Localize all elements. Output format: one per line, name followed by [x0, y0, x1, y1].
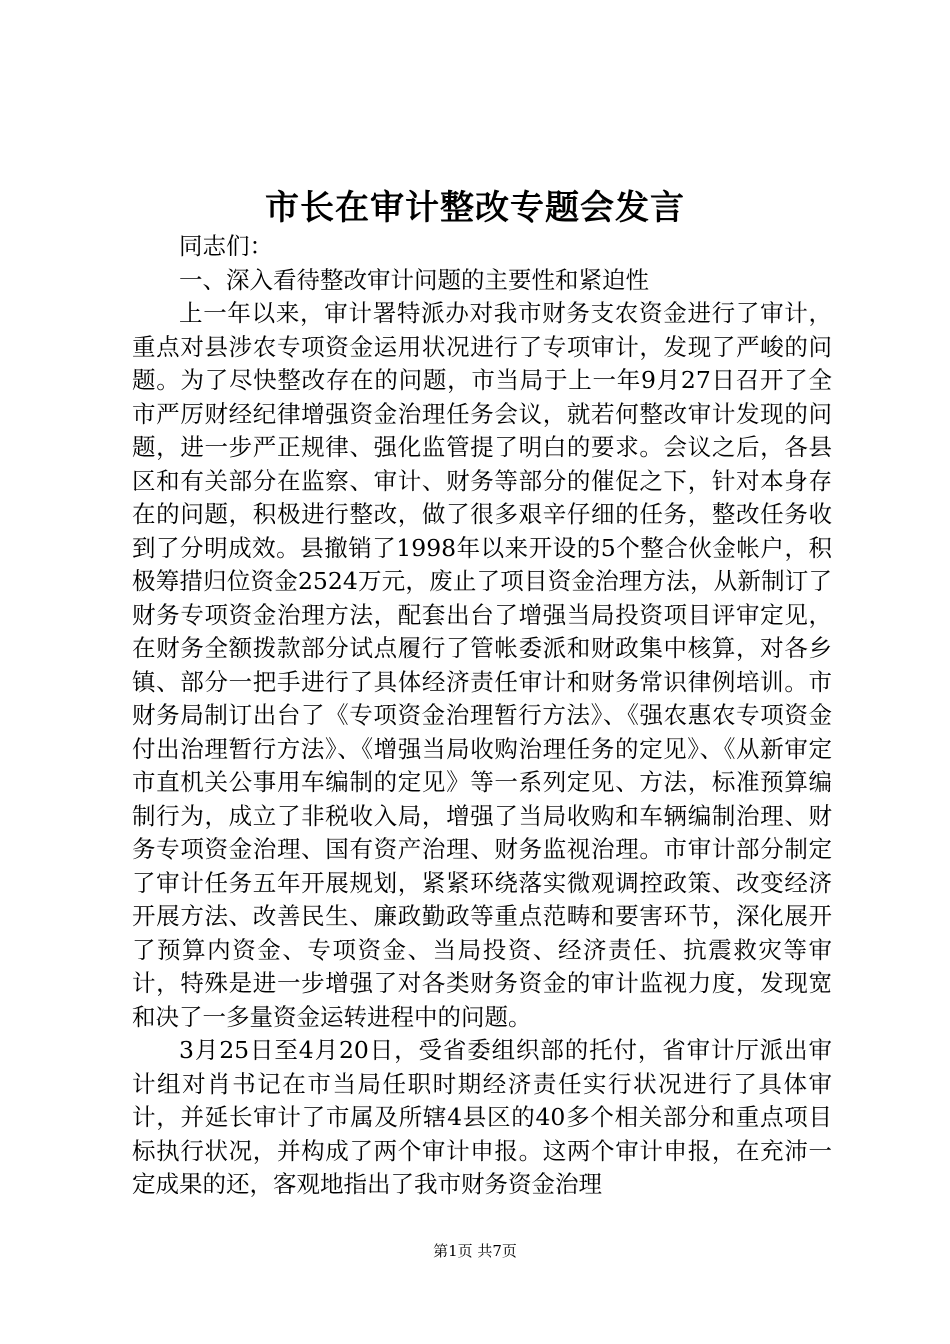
body-paragraph: 3月25日至4月20日，受省委组织部的托付，省审计厅派出审计组对肖书记在市当局任职时期经济责任实行状况进行了具体审计，并延长审计了市属及所辖4县区的40多个相关部分和重点项目标执行状况，并构成了两个审计申报。这两个审计申报，在充沛一定成果的还，客观地指出了我市财务资金治理	[132, 1036, 832, 1198]
body-paragraph: 上一年以来，审计署特派办对我市财务支农资金进行了审计，重点对县涉农专项资金运用状况进行了专项审计，发现了严峻的问题。为了尽快整改存在的问题，市当局于上一年9月27日召开了全市严厉财经纪律增强资金治理任务会议，就若何整改审计发现的问题，进一步严正规律、强化监管提了明白的要求。会议之后，各县区和有关部分在监察、审计、财务等部分的催促之下，针对本身存在的问题，积极进行整改，做了很多艰辛仔细的任务，整改任务收到了分明成效。县撤销了1998年以来开设的5个整合伙金帐户，积极筹措归位资金2524万元，废止了项目资金治理方法，从新制订了财务专项资金治理方法，配套出台了增强当局投资项目评审定见，在财务全额拨款部分试点履行了管帐委派和财政集中核算，对各乡镇、部分一把手进行了具体经济责任审计和财务常识律例培训。市财务局制订出台了《专项资金治理暂行方法》、《强农惠农专项资金付出治理暂行方法》、《增强当局收购治理任务的定见》、《从新审定市直机关公事用车编制的定见》等一系列定见、方法，标准预算编制行为，成立了非税收入局，增强了当局收购和车辆编制治理、财务专项资金治理、国有资产治理、财务监视治理。市审计部分制定了审计任务五年开展规划，紧紧环绕落实微观调控政策、改变经济开展方法、改善民生、廉政勤政等重点范畴和要害环节，深化展开了预算内资金、专项资金、当局投资、经济责任、抗震救灾等审计，特殊是进一步增强了对各类财务资金的审计监视力度，发现宽和决了一多量资金运转进程中的问题。	[132, 299, 832, 1031]
page-title: 市长在审计整改专题会发言	[265, 188, 685, 228]
salutation-paragraph: 同志们：	[179, 232, 273, 260]
page-number-footer: 第1页 共7页	[433, 1242, 517, 1260]
section-heading-paragraph: 一、深入看待整改审计问题的主要性和紧迫性	[179, 265, 649, 294]
document-body	[132, 230, 832, 1202]
